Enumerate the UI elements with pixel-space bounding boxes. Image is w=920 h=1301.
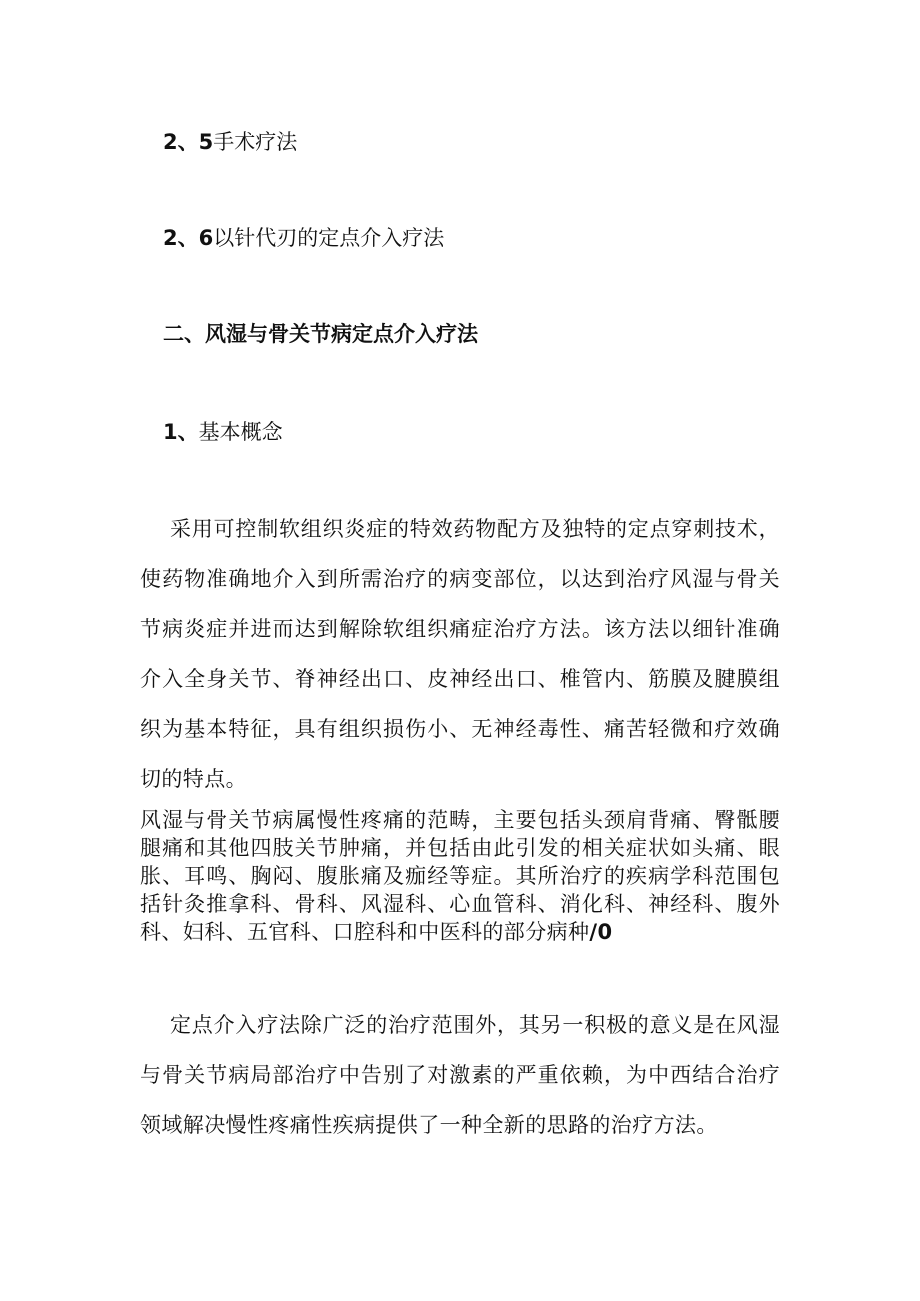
heading-number: 2、6 (163, 226, 214, 250)
paragraph-scope-suffix: /0 (589, 920, 613, 944)
heading-number: 1、 (163, 420, 199, 444)
heading-number: 2、5 (163, 130, 214, 154)
section-heading-2 (163, 320, 478, 348)
paragraph-significance: 定点介入疗法除广泛的治疗范围外，其另一积极的意义是在风湿与骨关节病局部治疗中告别了对激素的严重依赖，为中西结合治疗领域解决慢性疼痛性疾病提供了一种全新的思路的治疗方法。 (140, 1013, 780, 1137)
paragraph-scope-text: 风湿与骨关节病属慢性疼痛的范畴，主要包括头颈肩背痛、臀骶腰腿痛和其他四肢关节肿痛，并包括由此引发的相关症状如头痛、眼胀、耳鸣、胸闷、腹胀痛及痂经等症。其所治疗的疾病学科范围包括针灸推拿科、骨科、风湿科、心血管科、消化科、神经科、腹外科、妇科、五官科、口腔科和中医科的部分病种 (140, 808, 780, 944)
heading-2-6 (163, 224, 444, 252)
heading-1-basic-concept (163, 418, 283, 446)
paragraph-scope (140, 806, 780, 946)
heading-text: 手术疗法 (213, 130, 298, 154)
heading-text: 二、风湿与骨关节病定点介入疗法 (163, 322, 478, 346)
heading-2-5 (163, 128, 297, 156)
heading-text: 基本概念 (198, 420, 283, 444)
heading-text: 以针代刃的定点介入疗法 (213, 226, 445, 250)
paragraph-definition: 采用可控制软组织炎症的特效药物配方及独特的定点穿刺技术，使药物准确地介入到所需治疗的病变部位，以达到治疗风湿与骨关节病炎症并进而达到解除软组织痛症治疗方法。该方法以细针准确介入全身关节、脊神经出口、皮神经出口、椎管内、筋膜及腱膜组织为基本特征，具有组织损伤小、无神经毒性、痛苦轻微和疗效确切的特点。 (140, 517, 780, 791)
